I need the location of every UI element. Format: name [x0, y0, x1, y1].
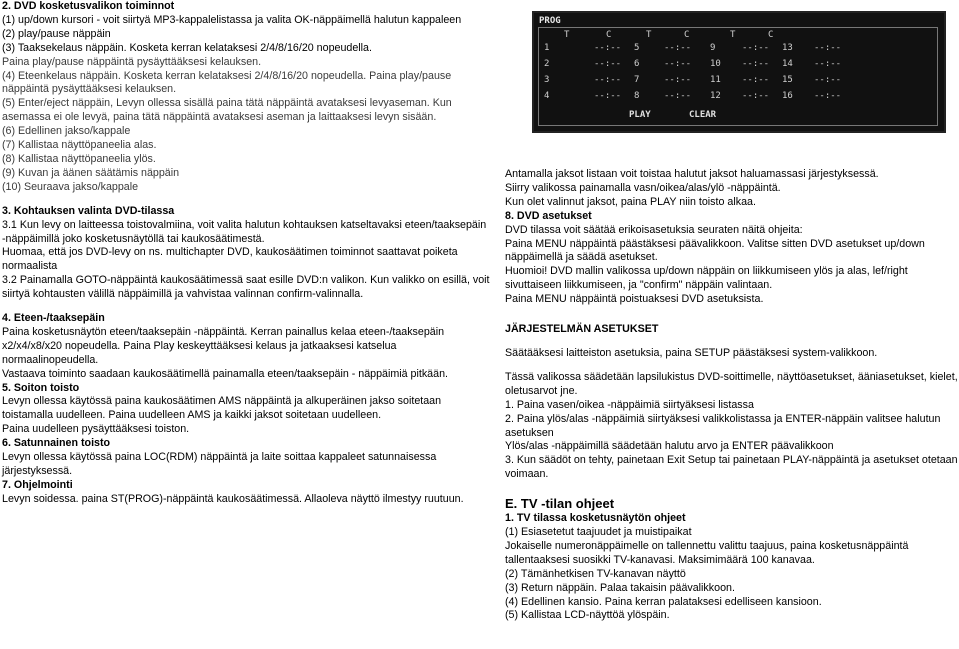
program-track-number: 12 — [710, 91, 721, 101]
col-header: T — [564, 30, 570, 40]
program-time-slot: --:-- — [594, 91, 622, 101]
s2-item-10: (10) Seuraava jakso/kappale — [2, 180, 139, 193]
s8-para-3: Huomioi! DVD mallin valikossa up/down näppäin on liikkumiseen ylös ja alas, lef/right sivuttaiseen liikkumiseen, ja "confirm" näppäin valintaan. — [505, 265, 911, 292]
program-track-number: 1 — [544, 43, 550, 53]
e1-para-5: (4) Edellinen kansio. Paina kerran palataksesi edelliseen kansioon. — [505, 595, 822, 608]
program-time-slot: --:-- — [742, 59, 770, 69]
program-track-number: 15 — [782, 75, 793, 85]
s4-para-1: Paina kosketusnäytön eteen/taaksepäin -näppäintä. Kerran painallus kelaa eteen-/taaksepäin x2/x4/x8/x20 nopeudella. Paina Play keskeyttääksesi kelaus ja jatkaaksesi katselua normaalinopeudella. — [2, 325, 448, 366]
program-time-slot: --:-- — [594, 75, 622, 85]
col-header: C — [606, 30, 612, 40]
s6-para-1: Levyn ollessa käytössä paina LOC(RDM) näppäintä ja laite soittaa kappaleet satunnaisessa järjestyksessä. — [2, 451, 440, 477]
r-para-2: Siirry valikossa painamalla vasn/oikea/alas/ylö -näppäintä. — [505, 181, 781, 194]
program-track-number: 10 — [710, 59, 721, 69]
section-8-title: 8. DVD asetukset — [505, 209, 592, 222]
e1-para-6: (5) Kallistaa LCD-näyttöä ylöspäin. — [505, 609, 670, 622]
program-track-number: 7 — [634, 75, 640, 85]
program-time-slot: --:-- — [814, 75, 842, 85]
program-track-number: 5 — [634, 43, 640, 53]
s7-para-1: Levyn soidessa. paina ST(PROG)-näppäintä kaukosäätimessä. Allaoleva näyttö ilmestyy ruutuun. — [2, 492, 464, 505]
col-header: T — [646, 30, 652, 40]
s2-item-9: (9) Kuvan ja äänen säätämis näppäin — [2, 166, 180, 179]
program-time-slot: --:-- — [664, 75, 692, 85]
program-track-number: 8 — [634, 91, 640, 101]
s3-para-1: 3.1 Kun levy on laitteessa toistovalmiina, voit valita halutun kohtauksen katseltavaksi eteen/taaksepäin -näppäimillä joko kosketusnäytöllä tai kaukosäätimestä. — [2, 218, 490, 245]
s8-para-2: Paina MENU näppäintä päästäksesi päävalikkoon. Valitse sitten DVD asetukset up/down näppäimellä ja säädä asetukset. — [505, 237, 928, 264]
sys-para-5: Ylös/alas -näppäimillä säädetään halutu arvo ja ENTER päävalikkoon — [505, 440, 834, 453]
program-track-number: 13 — [782, 43, 793, 53]
program-time-slot: --:-- — [664, 43, 692, 53]
s4-para-2: Vastaava toiminto saadaan kaukosäätimellä painamalla eteen/taaksepäin - näppäimiä pitkään. — [2, 367, 448, 380]
s8-para-4: Paina MENU näppäintä poistuaksesi DVD asetuksista. — [505, 293, 764, 306]
col-header: C — [768, 30, 774, 40]
s3-para-2: Huomaa, että jos DVD-levy on ns. multichapter DVD, kaukosäätimen toiminnot saattavat poiketa normaalista — [2, 246, 461, 273]
section-3-title: 3. Kohtauksen valinta DVD-tilassa — [2, 204, 175, 217]
clear-button: CLEAR — [689, 110, 717, 120]
col-header: T — [730, 30, 736, 40]
sys-para-4: 2. Paina ylös/alas -näppäimiä siirtyäksesi valikkolistassa ja ENTER-näppäin valitsee halutun asetuksen — [505, 412, 944, 439]
s2-item-7: (7) Kallistaa näyttöpaneelia alas. — [2, 139, 157, 152]
system-settings-title: JÄRJESTELMÄN ASETUKSET — [505, 323, 659, 336]
program-track-number: 14 — [782, 59, 793, 69]
program-time-slot: --:-- — [594, 59, 622, 69]
s2-item-5: (5) Enter/eject näppäin, Levyn ollessa sisällä paina tätä näppäintä avataksesi levyaseman. Kun asemassa ei ole levyä, paina tätä näppäintä avataksesi aseman ja laittaaksesi levyn sisään. — [2, 97, 455, 124]
s2-item-4: (4) Eteenkelaus näppäin. Kosketa kerran kelataksesi 2/4/8/16/20 nopeudella. Paina play/pause näppäintä pysäyttääksesi kelauksen. — [2, 69, 455, 96]
sys-para-6: 3. Kun säädöt on tehty, painetaan Exit Setup tai painetaan PLAY-näppäintä ja asetukset otetaan voimaan. — [505, 454, 958, 481]
s2-item-3: (3) Taaksekelaus näppäin. Kosketa kerran kelataksesi 2/4/8/16/20 nopeudella. — [2, 41, 372, 54]
e1-para-4: (3) Return näppäin. Palaa takaisin päävalikkoon. — [505, 581, 735, 594]
section-7-title: 7. Ohjelmointi — [2, 478, 73, 491]
right-text — [505, 168, 959, 623]
program-time-slot: --:-- — [664, 91, 692, 101]
program-time-slot: --:-- — [664, 59, 692, 69]
program-time-slot: --:-- — [594, 43, 622, 53]
section-6-title: 6. Satunnainen toisto — [2, 437, 111, 450]
program-track-number: 11 — [710, 75, 721, 85]
program-track-number: 3 — [544, 75, 550, 85]
program-time-slot: --:-- — [814, 43, 842, 53]
section-5-title: 5. Soiton toisto — [2, 381, 80, 394]
program-track-number: 2 — [544, 59, 550, 69]
s2-item-8: (8) Kallistaa näyttöpaneelia ylös. — [2, 152, 156, 165]
s2-item-2: (2) play/pause näppäin — [2, 27, 111, 40]
program-screen-image — [532, 11, 946, 133]
s2-item-6: (6) Edellinen jakso/kappale — [2, 125, 131, 138]
sys-para-1: Säätääksesi laitteiston asetuksia, paina SETUP päästäksesi system-valikkoon. — [505, 346, 878, 359]
play-button: PLAY — [629, 110, 651, 120]
s3-para-3: 3.2 Painamalla GOTO-näppäintä kaukosäätimessä saat esille DVD:n valikon. Kun valikko on esillä, voit siirtyä kohtausten välillä näppäimillä ja vahvistaa valinnan confirm-valinnalla. — [2, 274, 493, 301]
program-time-slot: --:-- — [814, 91, 842, 101]
section-e-title: E. TV -tilan ohjeet — [505, 496, 615, 512]
s5-para-1: Levyn ollessa käytössä paina kaukosäätimen AMS näppäintä ja alkuperäinen jakso soitetaan toistamalla uudelleen. Paina uudelleen AMS ja kaikki jaksot soitetaan uudelleen. — [2, 395, 445, 422]
section-4-title: 4. Eteen-/taaksepäin — [2, 312, 105, 325]
r-para-1: Antamalla jaksot listaan voit toistaa halutut jaksot haluamassasi järjestyksessä. — [505, 168, 879, 180]
sys-para-2: Tässä valikossa säädetään lapsilukistus DVD-soittimelle, näyttöasetukset, ääniasetukset, kielet, oletusarvot jne. — [505, 370, 958, 397]
left-column — [2, 0, 493, 507]
program-time-slot: --:-- — [742, 43, 770, 53]
sys-para-3: 1. Paina vasen/oikea -näppäimiä siirtyäksesi listassa — [505, 398, 754, 411]
program-track-number: 6 — [634, 59, 640, 69]
program-track-number: 9 — [710, 43, 716, 53]
col-header: C — [684, 30, 690, 40]
prog-label: PROG — [539, 16, 561, 26]
section-2-title: 2. DVD kosketusvalikon toiminnot — [2, 0, 175, 12]
s8-para-1: DVD tilassa voit säätää erikoisasetuksia seuraten näitä ohjeita: — [505, 223, 803, 236]
program-track-number: 4 — [544, 91, 550, 101]
r-para-3: Kun olet valinnut jaksot, paina PLAY niin toisto alkaa. — [505, 195, 756, 208]
e1-para-3: (2) Tämänhetkisen TV-kanavan näyttö — [505, 567, 686, 580]
s2-item-3b: Paina play/pause näppäintä pysäyttääksesi kelauksen. — [2, 55, 262, 68]
e1-para-2: Jokaiselle numeronäppäimelle on tallennettu valittu taajuus, paina kosketusnäppäintä tallentaaksesi suosikki TV-kanavasi. Maksimimäärä 100 kanavaa. — [505, 539, 912, 566]
program-time-slot: --:-- — [814, 59, 842, 69]
s5-para-2: Paina uudelleen pysäyttääksesi toiston. — [2, 423, 190, 436]
e1-para-1: (1) Esiasetetut taajuudet ja muistipaikat — [505, 526, 692, 539]
program-time-slot: --:-- — [742, 75, 770, 85]
program-track-number: 16 — [782, 91, 793, 101]
e1-title: 1. TV tilassa kosketusnäytön ohjeet — [505, 512, 686, 525]
s2-item-1: (1) up/down kursori - voit siirtyä MP3-kappalelistassa ja valita OK-näppäimellä halutun kappaleen — [2, 13, 462, 26]
program-time-slot: --:-- — [742, 91, 770, 101]
